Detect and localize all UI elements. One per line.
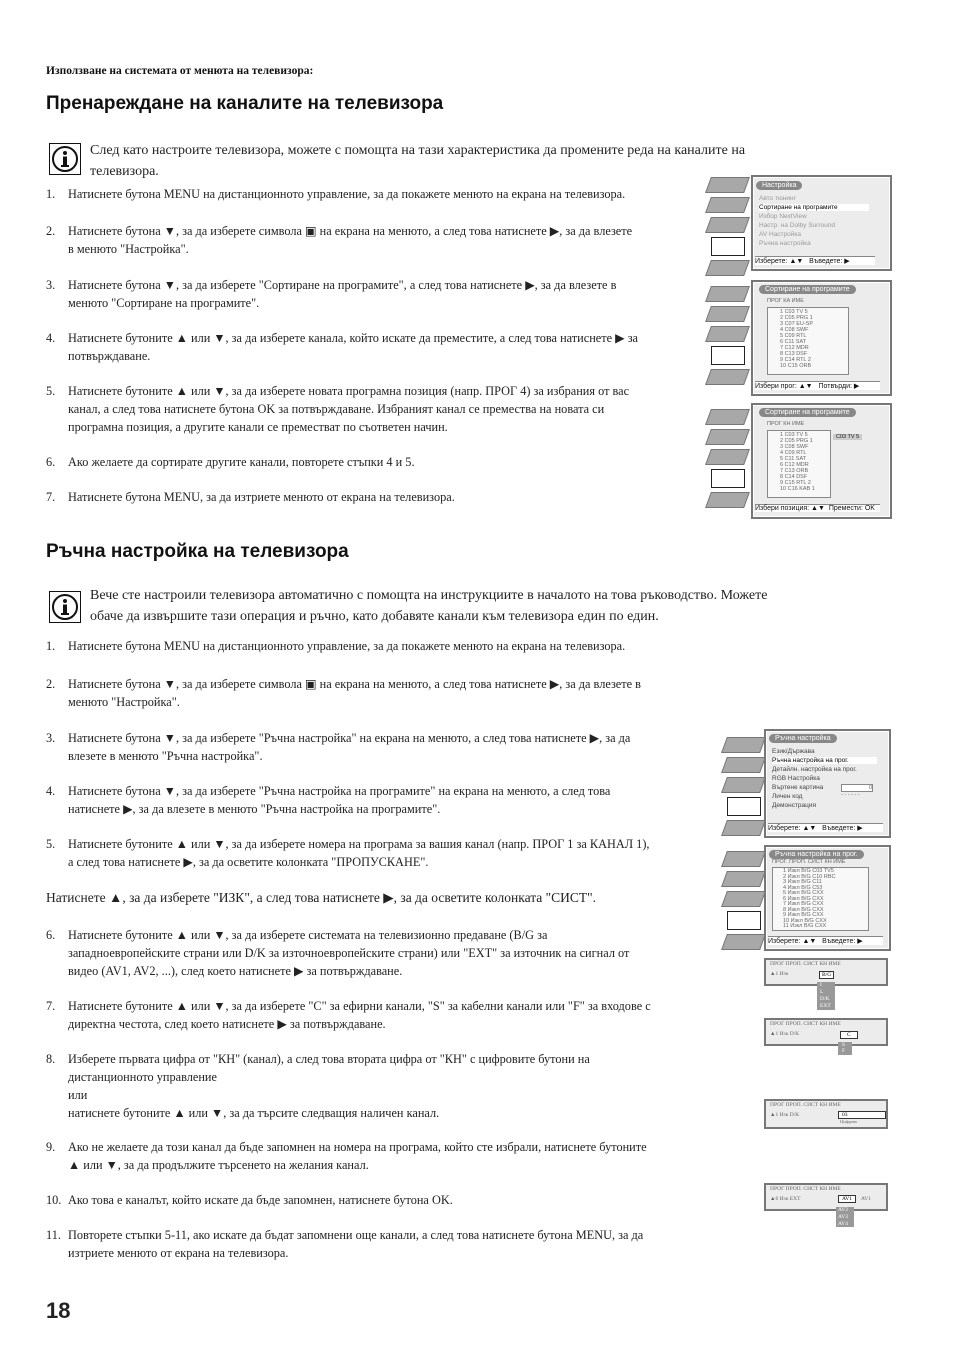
page-number: 18 — [46, 1298, 71, 1323]
section-title-reorder: Пренареждане на каналите на телевизора — [46, 93, 444, 114]
ext-dropdown: AV2 AV3 AV4 — [836, 1207, 854, 1227]
tv-menu-setup: Настройка Авто тюнинг Сортиране на програмите Избор NextView Настр. на Dolby Surround AV Настройка Ръчна настройка Изберете: ▲▼ Въведете: ▶ — [705, 175, 890, 270]
section-title-manual: Ръчна настройка на телевизора — [46, 541, 349, 562]
running-header: Използване на системата от менюта на телевизора: — [46, 65, 314, 77]
tv-menu-sort: Сортиране на програмите ПРОГ КА ИМЕ 1 C03 TV 5 2 C05 PRG 1 3 C07 EU-SP 4 C08 SWF 5 C09 RTL 6 C11 SAT 7 C12 MDR 8 C13 DSF 9 C14 RTL 2 10 C15 ORB Избери прог: ▲▼ Потвърди: ▶ — [705, 280, 890, 395]
tv-menu-manual: Ръчна настройка Език/Държава Ръчна настройка на прог. Детайлн. настройка на прог. RGB Настройка Въртене картина Личен код Демонстрация 0 - - - - - - Изберете: ▲▼ Въведете: ▶ — [722, 729, 890, 837]
step-1-4: 4. Натиснете бутоните ▲ или ▼, за да изберете канала, който искате да преместите, а след това натиснете ▶ за потвърждаване. — [46, 331, 639, 363]
step-2-4: 4. Натиснете бутона ▼, за да изберете "Ръчна настройка на програмите" на екрана на менюто, а след това натиснете ▶, за да влезете в менюто "Ръчна настройка на програмите". — [46, 784, 611, 816]
step-2-7: 7. Натиснете бутоните ▲ или ▼, за да изберете "C" за ефирни канали, "S" за кабелни канали или "F" за входове с директна честота, след което натиснете ▶ за потвърждаване. — [46, 999, 651, 1031]
intro-text-1: След като настроите телевизора, можете с помощта на тази характеристика да промените реда на каналите на телевизора. — [90, 143, 746, 179]
step-2-9: 9. Ако не желаете да този канал да бъде запомнен на номера на програма, който сте избрали, натиснете бутоните ▲ или ▼, за да продължите търсенето на желания канал. — [46, 1140, 647, 1172]
intro-text-2: Вече сте настроили телевизора автоматично с помощта на инструкциите в началото на това ръководство. Можете обаче да извършите тази операция и ръчно, като добавяте канали към телевизора един по един. — [90, 588, 768, 624]
channel-type-dropdown: S F — [838, 1042, 852, 1055]
step-2-6: 6. Натиснете бутоните ▲ или ▼, за да изберете системата на телевизионно предаване (B/G за западноевропейските страни или D/K за източноевропейските страни) или "EXT" за източник на сигнал от видео (AV1, AV2, ...), след което натиснете ▶ за потвърждаване. — [46, 928, 630, 978]
tv-strip-system: ПРОГ ПРОП. СИСТ КН ИМЕ ▲1 Изк B/G — [764, 958, 888, 986]
middle-instruction: Натиснете ▲, за да изберете "ИЗК", а след това натиснете ▶, за да осветите колонката "СИСТ". — [46, 890, 597, 905]
step-2-11: 11. Повторете стъпки 5-11, ако искате да бъдат запомнени още канали, а след това натиснете бутона MENU, за да изтриете менюто от екрана на телевизора. — [46, 1228, 644, 1260]
info-icon — [49, 143, 81, 175]
tv-strip-ext: ПРОГ ПРОП. СИСТ КН ИМЕ ▲6 Изк EXT AV1 AV1 — [764, 1183, 888, 1211]
setup-icon — [711, 237, 745, 256]
step-1-5: 5. Натиснете бутоните ▲ или ▼, за да изберете новата програмна позиция (напр. ПРОГ 4) за избрания от вас канал, а след това натиснете бутона OK за потвърждаване. Избраният канал се премества на новата си програмна позиция, а другите канали се преместват по съответен начин. — [46, 384, 630, 434]
info-icon — [49, 591, 81, 623]
picture-icon — [705, 177, 750, 193]
tv-strip-channel-type: ПРОГ ПРОП. СИСТ КН ИМЕ ▲1 Изк D/K C — [764, 1018, 888, 1046]
features-icon — [705, 217, 750, 233]
teletext-icon — [705, 260, 750, 276]
step-2-8: 8. Изберете първата цифра от "КН" (канал), а след това втората цифра от "КН" с цифровите бутони на дистанционното управление или натиснете бутоните ▲ или ▼, за да търсите следващия наличен канал. — [46, 1052, 590, 1120]
tv-menu-sort-move: Сортиране на програмите ПРОГ КН ИМЕ 1 C03 TV 5 2 C05 PRG 1 3 C08 SWF 4 C09 RTL 5 C11 SAT 6 C12 MDR 7 C13 ORB 8 C14 DSF 9 C15 RTL 2 10 C16 KAB 1 C03 TV 5 Избери позиция: ▲▼ Премести: OK — [705, 403, 890, 518]
tv-strip-channel-number: ПРОГ ПРОП. СИСТ КН ИМЕ ▲1 Изк D/K 03 Цифрово — [764, 1099, 888, 1129]
step-2-3: 3. Натиснете бутона ▼, за да изберете "Ръчна настройка" на екрана на менюто, а след това натиснете ▶, за да влезете в менюто "Ръчна настройка". — [46, 731, 631, 763]
step-1-3: 3. Натиснете бутона ▼, за да изберете "Сортиране на програмите", а след това натиснете ▶, за да влезете в менюто "Сортиране на програмите". — [46, 278, 617, 310]
tv-menu-manual-prog: Ръчна настройка на прог. ПРОГ. ПРОП. СИСТ КН ИМЕ 1 Изкл B/G C03 TV5 2 Изкл B/G C10 RBC 3 Изкл B/G C11 4 Изкл B/G C53 5 Изкл B/G CXX 6 Изкл B/G CXX 7 Изкл B/G CXX 8 Изкл B/G CXX 9 Изкл B/G CXX 10 Изкл B/G CXX 11 Изкл B/G CXX Изберете: ▲▼ Въведете: ▶ — [722, 845, 890, 950]
sound-icon — [705, 197, 750, 213]
step-1-2: 2. Натиснете бутона ▼, за да изберете символа ▣ на екрана на менюто, а след това натиснете ▶, за да влезете в менюто "Настройка". — [46, 224, 633, 256]
system-dropdown: I L D/K EXT — [817, 982, 835, 1010]
step-2-2: 2. Натиснете бутона ▼, за да изберете символа ▣ на екрана на менюто, а след това натиснете ▶, за да влезете в менюто "Настройка". — [46, 677, 641, 709]
step-2-5: 5. Натиснете бутоните ▲ или ▼, за да изберете номера на програма за вашия канал (напр. ПРОГ 1 за КАНАЛ 1), а след това натиснете ▶, за да осветите колонката "ПРОПУСКАНЕ". — [46, 837, 650, 869]
